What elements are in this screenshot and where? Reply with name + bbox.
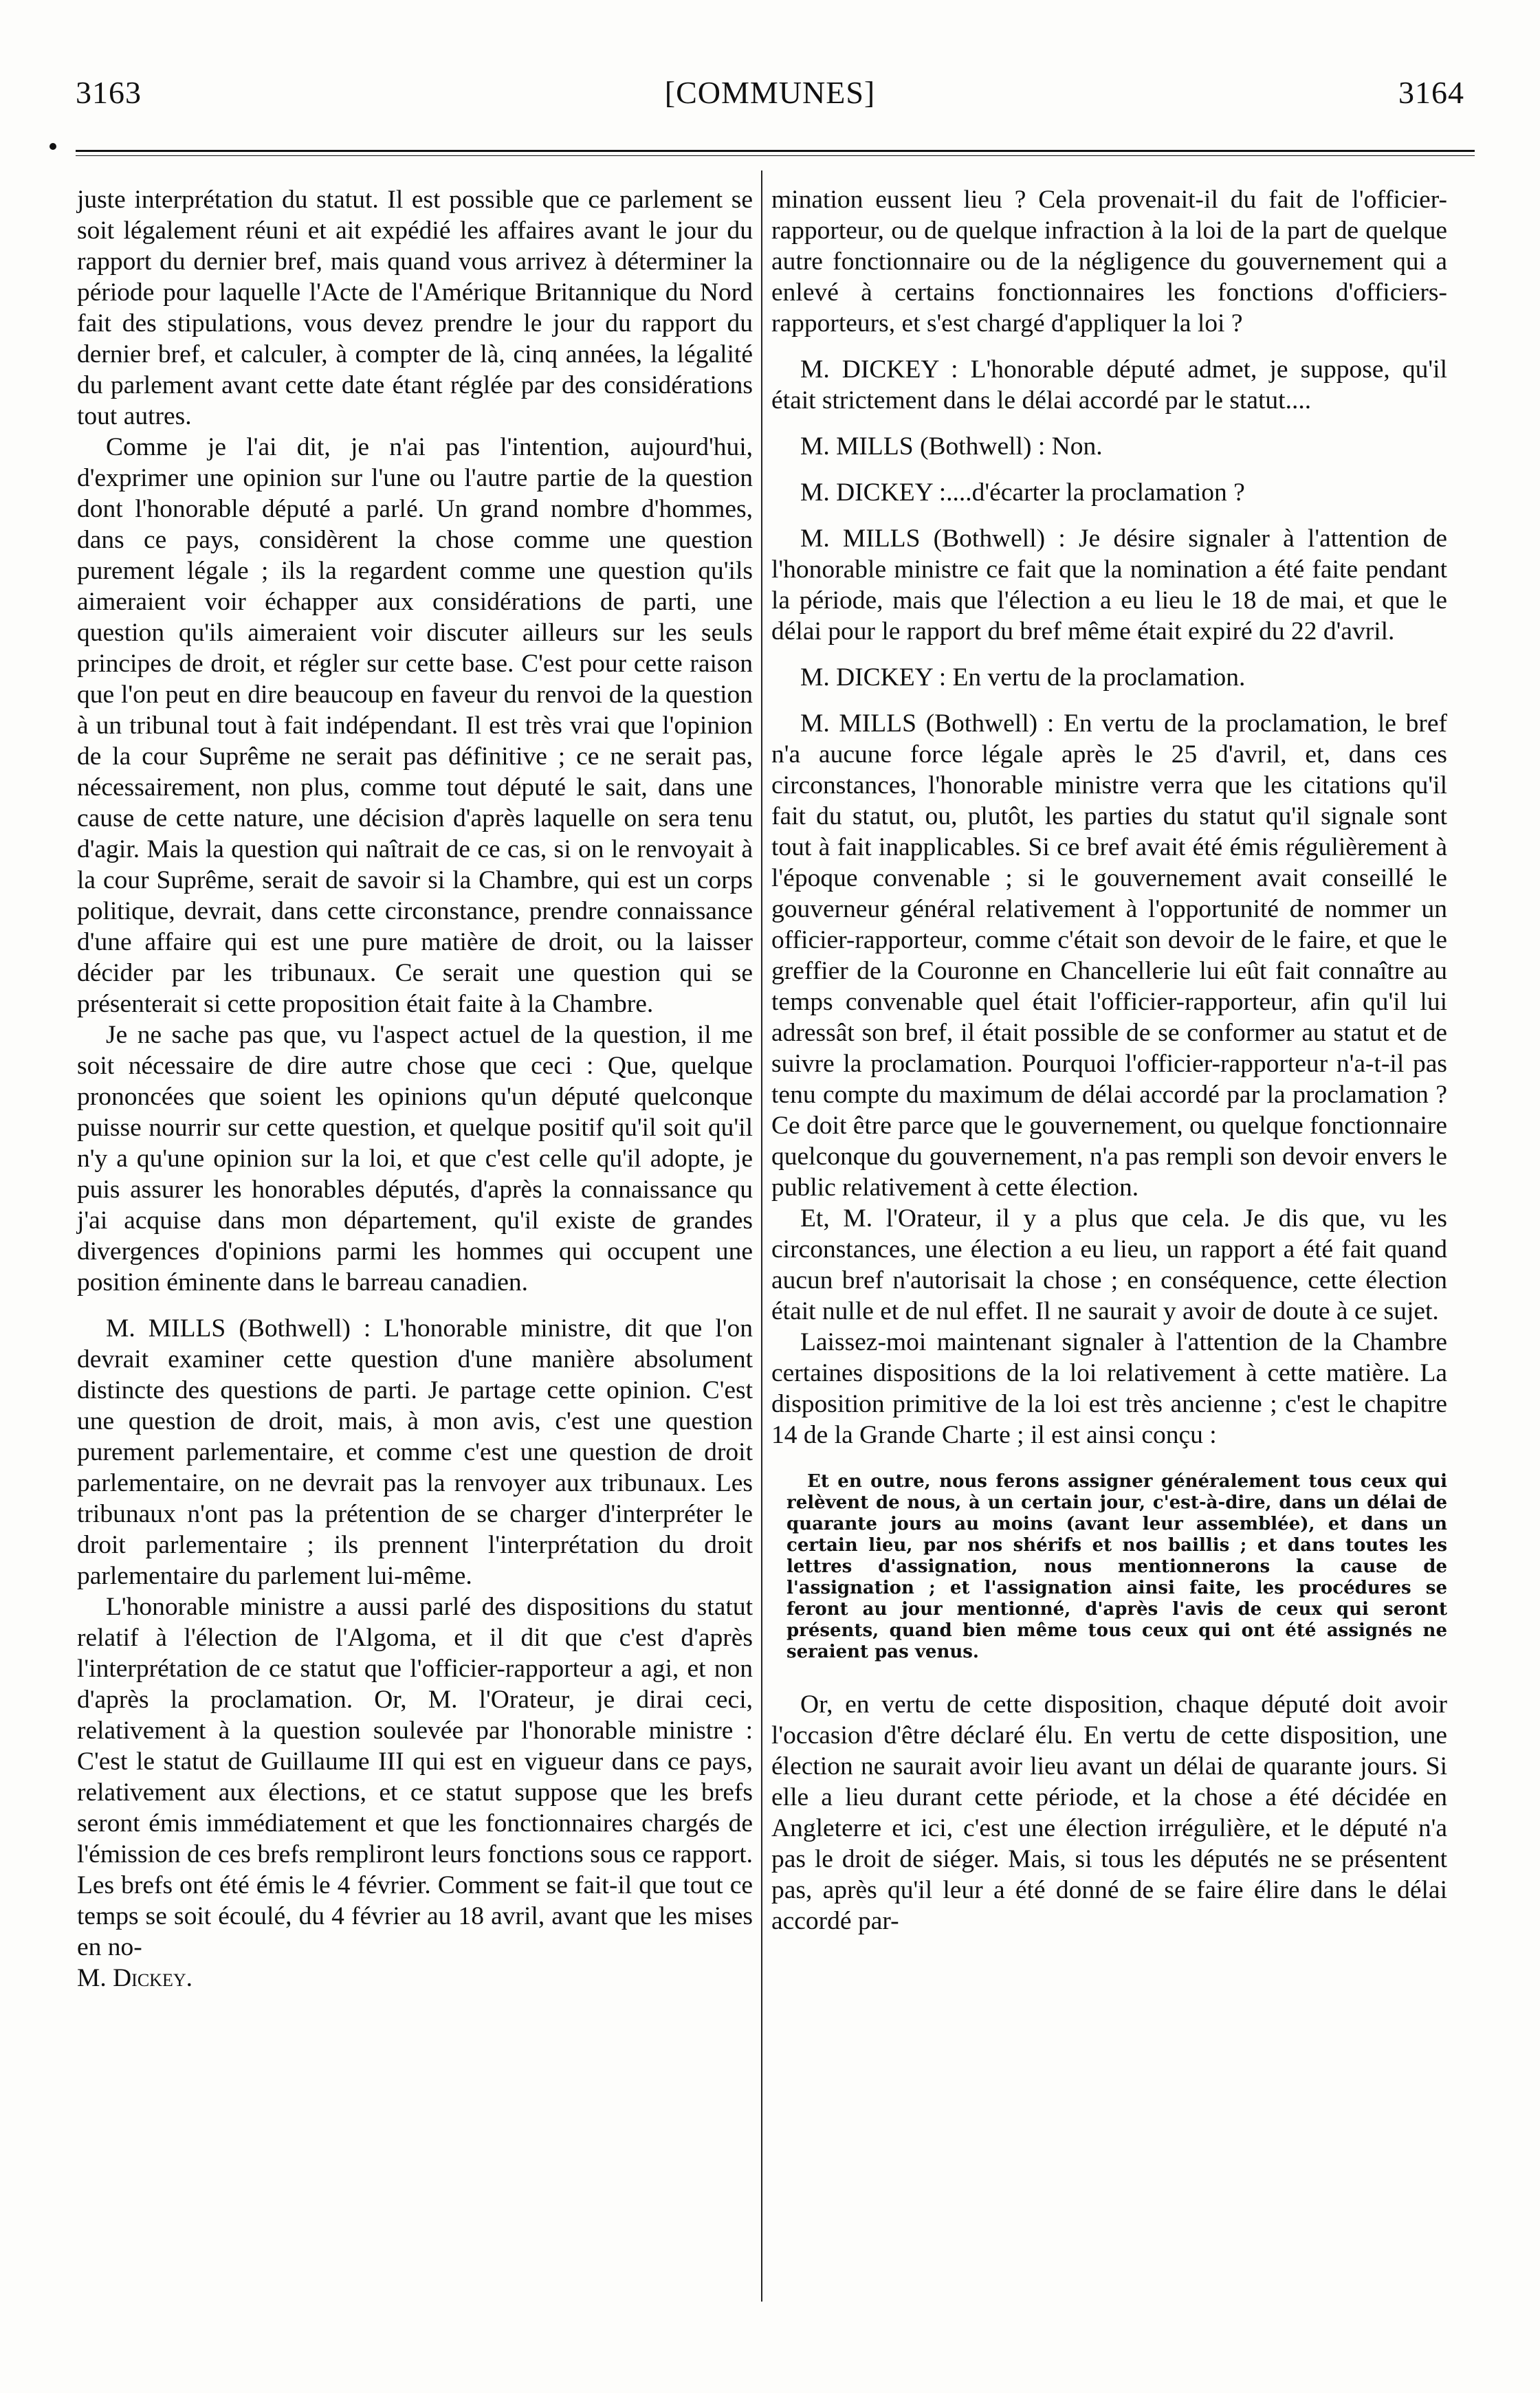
speech-paragraph (771, 354, 1447, 416)
header-rule-thin (76, 155, 1475, 156)
page-header (76, 74, 1464, 115)
running-title: [COMMUNES] (664, 75, 876, 110)
speaker-name: M. DICKEY (800, 663, 933, 692)
paragraph: Et, M. l'Orateur, il y a plus que cela. Je dis que, vu les circonstances, une élection a eu lieu, un rapport a été fait quand aucun bref n'autorisait la chose ; en conséquence, cette élection était nulle et de nul effet. Il ne saurait y avoir de doute à ce sujet. (771, 1204, 1447, 1325)
quotation-text: Et en outre, nous ferons assigner généralement tous ceux qui relèvent de nous, à un certain jour, c'est-à-dire, dans un délai de quarante jours au moins (avant leur assemblée), et dans un certain lieu, par nos shérifs et nos baillis ; et dans toutes les lettres d'assignation, nous mentionnerons la cause de l'assignation ; et l'assignation ainsi faite, les procédures se feront au jour mentionné, d'après l'avis de ceux qui seront présents, quand bien même tous ceux qui ont été assignés ne seraient pas venus. (786, 1471, 1447, 1662)
speech-paragraph (771, 477, 1447, 508)
speech-text: :....d'écarter la proclamation ? (932, 478, 1245, 507)
page-number-left: 3163 (76, 75, 142, 110)
speaker-name: M. DICKEY (800, 355, 939, 384)
speech-text: (Bothwell) : Je désire signaler à l'attention de l'honorable ministre ce fait que la nomination a été faite pendant la période, mais que l'élection a eu lieu le 18 de mai, et que le délai pour le rapport du bref même était expiré du 22 d'avril. (771, 525, 1447, 646)
speech-paragraph (77, 1313, 753, 1591)
paragraph: Comme je l'ai dit, je n'ai pas l'intention, aujourd'hui, d'exprimer une opinion sur l'une ou l'autre partie de la question dont l'honorable député a parlé. Un grand nombre d'hommes, dans ce pays, considèrent la chose comme une question purement légale ; ils la regardent comme une question qu'ils aimeraient voir échapper aux considérations de parti, une question qu'ils aimeraient voir discuter ailleurs sur les seuls principes de droit, et régler sur cette base. C'est pour cette raison que l'on peut en dire beaucoup en faveur du renvoi de la question à un tribunal tout à fait indépendant. Il est très vrai que l'opinion de la cour Suprême ne serait pas définitive ; ce ne serait pas, nécessairement, non plus, comme tout député le sait, dans une cause de cette nature, une décision d'après laquelle on sera tenu d'agir. Mais la question qui naîtrait de ce cas, si on le renvoyait à la cour Suprême, serait de savoir si la Chambre, qui est un corps politique, devrait, dans cette circonstance, prendre connaissance d'une affaire qui est une pure matière de droit, ou la laisser décider par les tribunaux. Ce serait une question qui se présenterait si cette proposition était faite à la Chambre. (77, 433, 753, 1018)
header-rule-thick (76, 150, 1475, 152)
speech-text: : En vertu de la proclamation. (932, 663, 1246, 692)
speech-paragraph (771, 662, 1447, 693)
right-column (771, 184, 1447, 1937)
signature: M. Dickey. (77, 1964, 192, 1992)
speaker-name: M. MILLS (800, 709, 916, 738)
speaker-name: M. MILLS (800, 432, 914, 461)
speech-paragraph (771, 431, 1447, 462)
paragraph: L'honorable ministre a aussi parlé des dispositions du statut relatif à l'élection de l'Algoma, et il dit que c'est d'après l'interprétation de ce statut que l'officier-rapporteur a agi, et non d'après la proclamation. Or, M. l'Orateur, je dirai ceci, relativement à la question soulevée par l'honorable ministre : C'est le statut de Guillaume III qui est en vigueur dans ce pays, relativement aux élections, et ce statut suppose que les brefs seront émis immédiatement et que les fonctionnaires chargés de l'émission de ces brefs rempliront leurs fonctions sous ce rapport. Les brefs ont été émis le 4 février. Comment se fait-il que tout ce temps se soit écoulé, du 4 février au 18 avril, avant que les mises en no- (77, 1593, 753, 1961)
paragraph: Or, en vertu de cette disposition, chaque député doit avoir l'occasion d'être déclaré élu. En vertu de cette disposition, une élection ne saurait avoir lieu avant un délai de quarante jours. Si elle a lieu durant cette période, et la chose a été décidée en Angleterre et ici, c'est une élection irrégulière, et le député n'a pas le droit de siéger. Mais, si tous les députés ne se présentent pas, après qu'il leur a été donné de se faire élire dans le délai accordé par- (771, 1690, 1447, 1935)
margin-dot (50, 143, 56, 150)
speaker-name: M. MILLS (106, 1314, 226, 1343)
speech-text: (Bothwell) : Non. (913, 432, 1103, 461)
speaker-name: M. MILLS (800, 525, 921, 553)
column-divider (761, 170, 762, 2302)
speech-paragraph (771, 523, 1447, 647)
speaker-name: M. DICKEY (800, 478, 933, 507)
paragraph: juste interprétation du statut. Il est possible que ce parlement se soit légalement réuni et ait expédié les affaires avant le jour du rapport du dernier bref, mais quand vous arrivez à déterminer la période pour laquelle l'Acte de l'Amérique Britannique du Nord fait des stipulations, vous devez prendre le jour du rapport du dernier bref, et calculer, à compter de là, cinq années, la légalité du parlement avant cette date étant réglée par des considérations tout autres. (77, 186, 753, 430)
speech-text: (Bothwell) : En vertu de la proclamation, le bref n'a aucune force légale après le 25 d'avril, et, dans ces circonstances, l'honorable ministre verra que les citations qu'il fait du statut, ou, plutôt, les parties du statut qu'il signale sont tout à fait inapplicables. Si ce bref avait été émis régulièrement à l'époque convenable ; si le gouvernement avait conseillé le gouverneur général relativement à l'opportunité de nommer un officier-rapporteur, comme c'était son devoir de le faire, et que le greffier de la Couronne en Chancellerie lui eût fait connaître au temps convenable quel était l'officier-rapporteur, afin qu'il lui adressât son bref, il était possible de se conformer au statut et de suivre la proclamation. Pourquoi l'officier-rapporteur n'a-t-il pas tenu compte du maximum de délai accordé par la proclamation ? Ce doit être parce que le gouvernement, ou quelque fonctionnaire quelconque du gouvernement, n'a pas rempli son devoir envers le public relativement à cette élection. (771, 709, 1447, 1202)
magna-carta-quotation (786, 1471, 1447, 1663)
speech-text: (Bothwell) : L'honorable ministre, dit que l'on devrait examiner cette question d'une manière absolument distincte des questions de parti. Je partage cette opinion. C'est une question de droit, mais, à mon avis, c'est une question purement parlementaire, et comme c'est une question de droit parlementaire, on ne devrait pas la renvoyer aux tribunaux. Les tribunaux n'ont pas la prétention de se charger d'interpréter le droit parlementaire ; ils prennent l'interprétation du droit parlementaire du parlement lui-même. (77, 1314, 753, 1590)
paragraph: mination eussent lieu ? Cela provenait-il du fait de l'officier-rapporteur, ou de quelque infraction à la loi de la part de quelque autre fonctionnaire ou de la négligence du gouvernement qui a enlevé à certains fonctionnaires les fonctions d'officiers-rapporteurs, et s'est chargé d'appliquer la loi ? (771, 186, 1447, 338)
left-column (77, 184, 753, 1994)
speech-paragraph (771, 708, 1447, 1203)
page-number-right: 3164 (1398, 75, 1464, 110)
speech-text: : L'honorable député admet, je suppose, qu'il était strictement dans le délai accordé par le statut.... (771, 355, 1447, 415)
paragraph: Laissez-moi maintenant signaler à l'attention de la Chambre certaines dispositions de la loi relativement à cette matière. La disposition primitive de la loi est très ancienne ; c'est le chapitre 14 de la Grande Charte ; il est ainsi conçu : (771, 1328, 1447, 1449)
paragraph: Je ne sache pas que, vu l'aspect actuel de la question, il me soit nécessaire de dire autre chose que ceci : Que, quelque prononcées que soient les opinions qu'un député quelconque puisse nourrir sur cette question, et quelque positif qu'il soit qu'il n'y a qu'une opinion sur la loi, et que c'est celle qu'il adopte, je puis assurer les honorables députés, d'après la connaissance qu j'ai acquise dans mon département, qu'il existe de grandes divergences d'opinions parmi les hommes qui occupent une position éminente dans le barreau canadien. (77, 1021, 753, 1297)
